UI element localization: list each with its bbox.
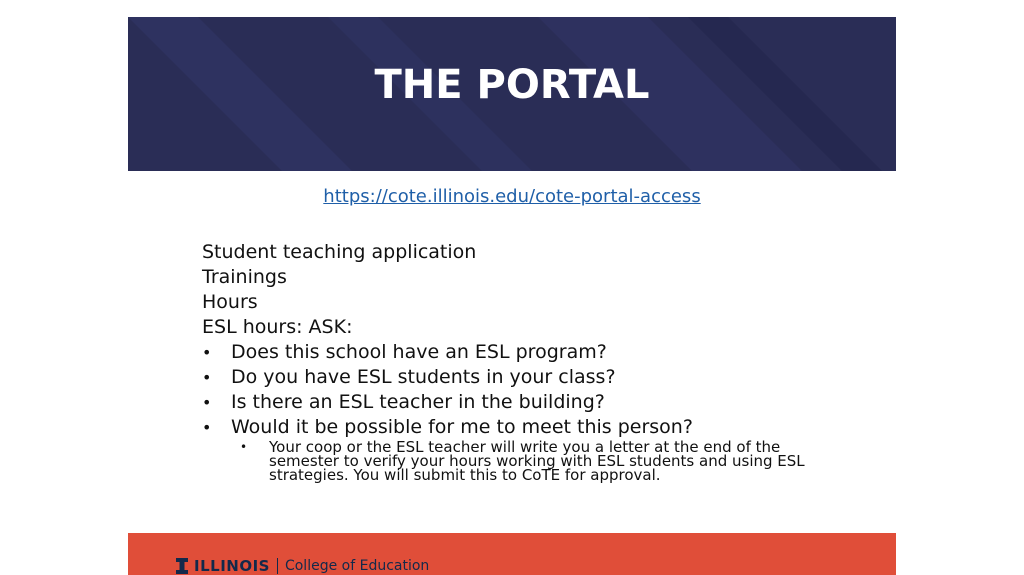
bullet-dot-icon: • <box>202 418 212 437</box>
college-name: College of Education <box>284 558 430 574</box>
sub-bullet-dot-icon: • <box>240 440 248 454</box>
content-line: Hours <box>202 291 258 313</box>
bullet-dot-icon: • <box>202 368 212 387</box>
bullet-dot-icon: • <box>202 393 212 412</box>
block-i-icon <box>176 558 188 574</box>
bullet-text: Would it be possible for me to meet this person? <box>231 416 693 438</box>
content-line: Student teaching application <box>202 241 477 263</box>
content-line: Trainings <box>202 266 287 288</box>
illinois-wordmark: ILLINOIS <box>194 557 270 575</box>
bullet-item <box>202 415 822 440</box>
illinois-logo <box>176 557 429 575</box>
bullet-text: Do you have ESL students in your class? <box>231 366 616 388</box>
sub-bullet-text: Your coop or the ESL teacher will write you a letter at the end of the semester to verify your hours working with ESL students and using ESL strategies. You will submit this to CoTE for approval. <box>269 438 805 484</box>
footer-band <box>128 533 896 575</box>
header-band <box>128 17 896 171</box>
content-line: ESL hours: ASK: <box>202 316 353 338</box>
bullet-dot-icon: • <box>202 343 212 362</box>
logo-divider <box>277 558 278 574</box>
slide-content <box>202 240 822 482</box>
bullet-item <box>202 390 822 415</box>
portal-link[interactable]: https://cote.illinois.edu/cote-portal-access <box>323 186 701 207</box>
bullet-text: Is there an ESL teacher in the building? <box>231 391 605 413</box>
bullet-item <box>202 340 822 365</box>
slide-title: THE PORTAL <box>374 62 650 108</box>
sub-bullet-item <box>240 440 809 482</box>
bullet-item <box>202 365 822 390</box>
bullet-text: Does this school have an ESL program? <box>231 341 607 363</box>
